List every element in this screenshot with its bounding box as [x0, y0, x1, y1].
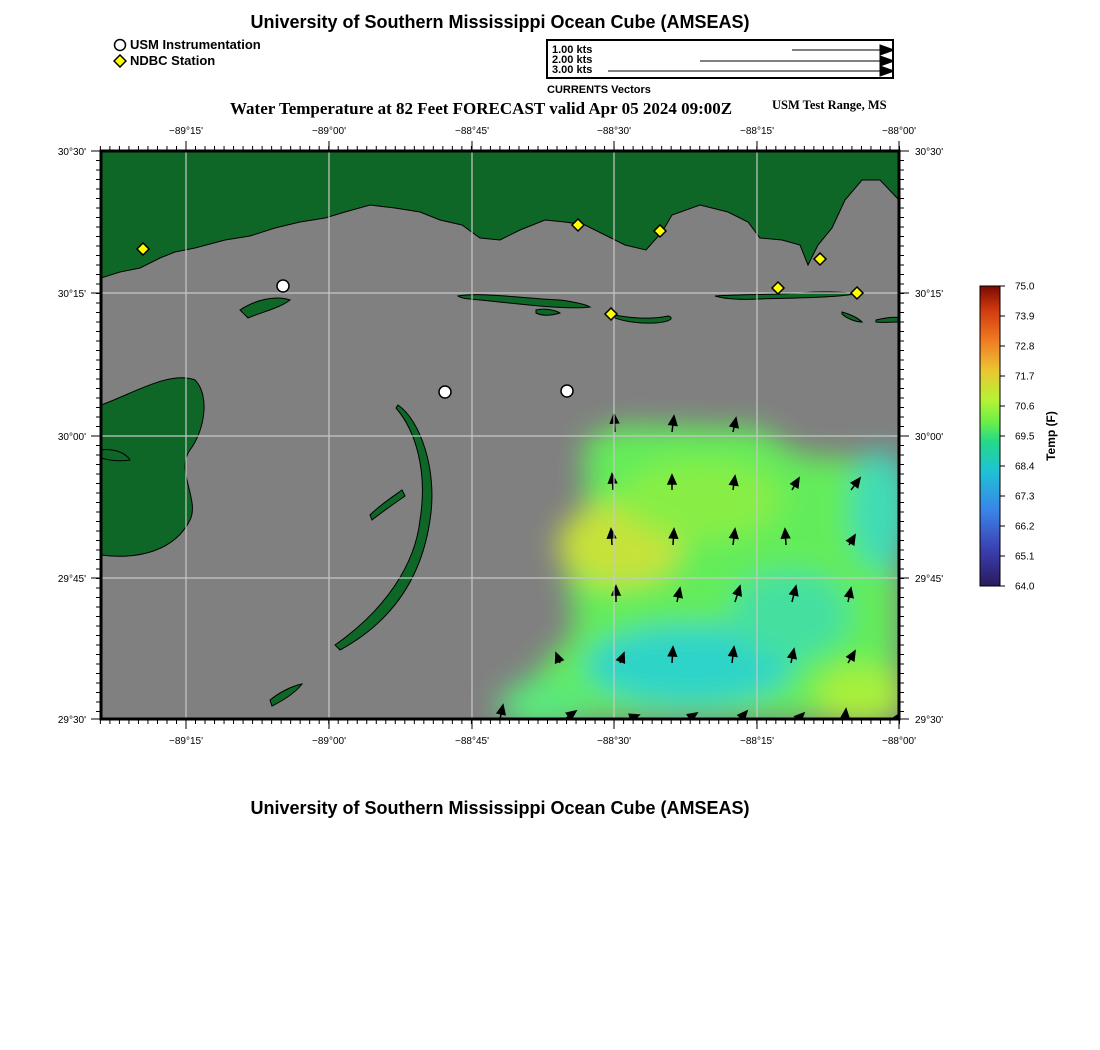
lat-label: 30°30' [57, 147, 86, 158]
lat-labels-left [58, 147, 86, 726]
lat-label: 29°45' [57, 574, 86, 585]
lon-labels-bottom [169, 736, 916, 747]
colorbar-tick-label: 69.5 [1015, 431, 1035, 443]
lat-label: 30°00' [57, 432, 86, 443]
lon-label: −88°00' [882, 126, 916, 137]
colorbar-tick-label: 71.7 [1015, 371, 1035, 383]
lon-label: −88°15' [740, 736, 774, 747]
page-title: University of Southern Mississippi Ocean Cube (AMSEAS) [250, 12, 750, 32]
colorbar-tick-label: 65.1 [1015, 551, 1035, 563]
lat-label: 30°30' [915, 147, 944, 158]
ndbc-legend-label: NDBC Station [130, 53, 216, 68]
lon-label: −88°45' [455, 126, 489, 137]
lat-label: 30°15' [57, 289, 86, 300]
footer-title: University of Southern Mississippi Ocean Cube (AMSEAS) [250, 798, 750, 818]
vector-scale-label: 2.00 kts [552, 54, 593, 66]
usm-station-marker[interactable] [439, 386, 451, 398]
current-vector-shaft [672, 425, 673, 432]
lon-label: −88°45' [455, 736, 489, 747]
colorbar-tick-label: 70.6 [1015, 401, 1035, 413]
lat-label: 30°00' [915, 432, 944, 443]
lon-label: −89°00' [312, 126, 346, 137]
lon-label: −88°30' [597, 736, 631, 747]
colorbar-tick-label: 75.0 [1015, 281, 1035, 293]
lon-label: −88°15' [740, 126, 774, 137]
lat-label: 29°45' [915, 574, 944, 585]
lon-label: −89°15' [169, 126, 203, 137]
lon-label: −88°30' [597, 126, 631, 137]
colorbar-label: Temp (F) [1044, 411, 1058, 461]
colorbar-tick-label: 67.3 [1015, 491, 1035, 503]
usm-station-marker[interactable] [277, 280, 289, 292]
lat-label: 30°15' [915, 289, 944, 300]
lat-labels-right [915, 147, 943, 726]
lon-label: −89°15' [169, 736, 203, 747]
map-title: Water Temperature at 82 Feet FORECAST valid Apr 05 2024 09:00Z [230, 99, 733, 118]
usm-station-marker[interactable] [561, 385, 573, 397]
colorbar-tick-label: 68.4 [1015, 461, 1035, 473]
usm-legend-label: USM Instrumentation [130, 37, 261, 52]
lat-label: 29°30' [915, 715, 944, 726]
vector-scale-label: 3.00 kts [552, 64, 593, 76]
lon-labels-top [169, 126, 916, 137]
lat-label: 29°30' [57, 715, 86, 726]
lon-label: −89°00' [312, 736, 346, 747]
colorbar-tick-label: 64.0 [1015, 581, 1035, 593]
current-vector-shaft [732, 656, 733, 663]
colorbar-tick-label: 66.2 [1015, 521, 1035, 533]
lon-label: −88°00' [882, 736, 916, 747]
vector-caption: CURRENTS Vectors [547, 84, 651, 96]
colorbar [980, 282, 1058, 593]
colorbar-ramp [980, 286, 1000, 586]
current-vector-shaft [733, 485, 734, 490]
map-subtitle: USM Test Range, MS [772, 98, 887, 112]
current-vector-shaft [733, 538, 734, 545]
vector-scale-label: 1.00 kts [552, 44, 593, 56]
colorbar-tick-label: 73.9 [1015, 311, 1035, 323]
colorbar-tick-label: 72.8 [1015, 341, 1035, 353]
